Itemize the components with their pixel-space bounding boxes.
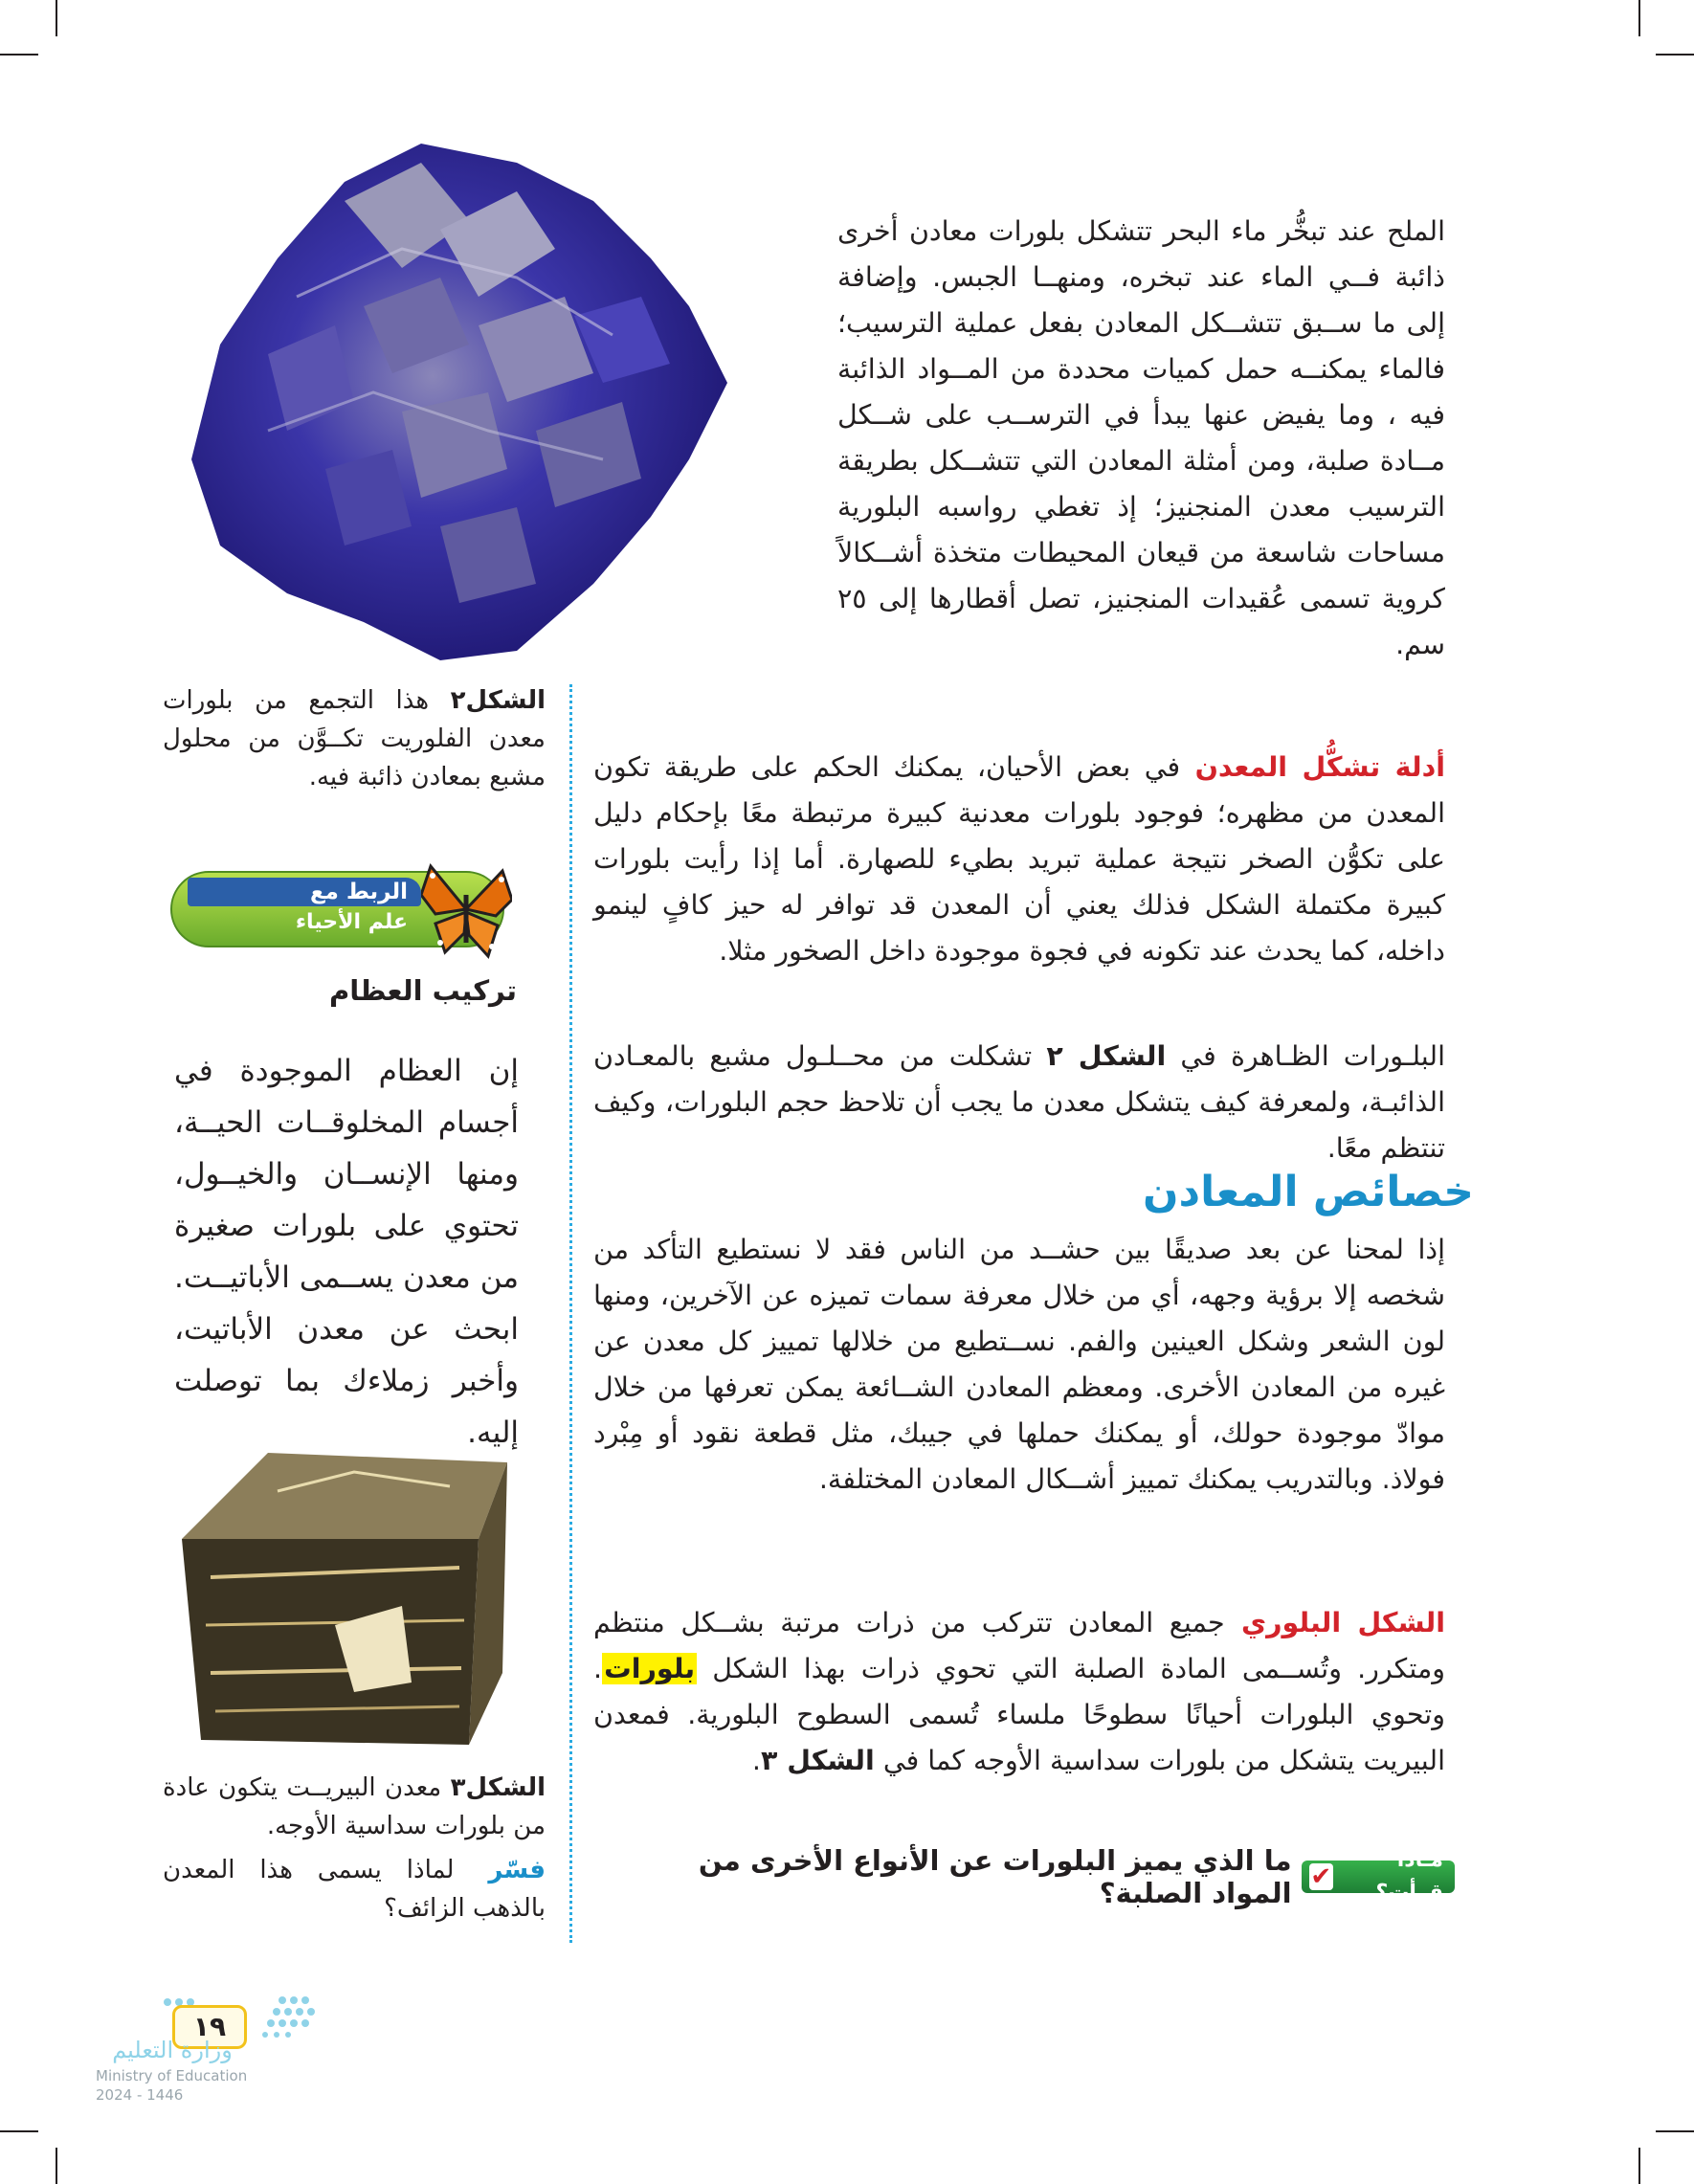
properties-paragraph: إذا لمحنا عن بعد صديقًا بين حشــد من الناس فقد لا نستطيع التأكد من شخصه إلا برؤية وجهه، أي من خلال معرفة سمات تميزه عن الآخرين، ومنها لون الشعر وشكل العينين والفم. نســتطيع من خلالها تمييز كل معدن عن غيره من المعادن الأخرى. ومعظم المعادن الشــائعة يمكن تعرفها من خلال موادّ موجودة حولك، أو يمكنك حملها في جيبك، مثل قطعة نقود أو مِبْرد فولاذ. وبالتدريب يمكنك تمييز أشــكال المعادن المختلفة. [593, 1234, 1445, 1495]
reading-check [613, 1844, 1455, 1909]
figure2-caption: هذا التجمع من بلورات معدن الفلوريت تكــوَّن من محلول مشبع بمعادن ذائبة فيه. [163, 686, 546, 791]
crop-mark [1638, 0, 1640, 36]
reading-check-badge [1302, 1848, 1455, 1905]
figure2-caption-block [163, 681, 546, 796]
crystals-highlight: بلورات [604, 1653, 696, 1684]
crop-mark [56, 0, 57, 36]
intro-paragraph-block [837, 209, 1445, 668]
crop-mark [1656, 54, 1694, 56]
ministry-name-english: Ministry of Education [96, 2067, 248, 2084]
link-badge-line1: الربط مع [188, 878, 421, 906]
crop-mark [56, 2148, 57, 2184]
explain-label: فسّر [488, 1856, 546, 1884]
crystal-form-text2: . وتحوي البلورات أحيانًا سطوحًا ملساء تُسمى السطوح البلورية. فمعدن البيريت يتشكل من بلورات سداسية الأوجه كما في [593, 1653, 1445, 1776]
figure3-caption: معدن البيريــت يتكون عادة من بلورات سداسية الأوجه. [163, 1773, 546, 1840]
checkmark-icon: ✔ [1310, 1862, 1332, 1891]
evidence-term: أدلة تشكُّل المعدن [1194, 751, 1445, 783]
crystals-text-after: تشكلت من محــلـول مشبع بالمعـادن الذائبـة، ولمعرفة كيف يتشكل معدن ما يجب أن تلاحظ حجم البلورات، وكيف تنتظم معًا. [593, 1040, 1445, 1164]
pyrite-cube-image [163, 1434, 526, 1749]
figure3-reference: الشكل ٣ [760, 1745, 875, 1776]
bones-text: إن العظام الموجودة في أجسام المخلوقــات الحيــة، ومنها الإنســان والخيــول، تحتوي على بلورات صغيرة من معدن يســمى الأباتيــت. ابحث عن معدن الأباتيت، وأخبر زملاءك بما توصلت إليه. [174, 1054, 519, 1450]
figure3-caption-block [163, 1769, 546, 1928]
evidence-paragraph-block [593, 745, 1445, 974]
properties-paragraph-block [593, 1227, 1445, 1503]
reading-check-label: مـاذا قرأت؟ [1375, 1848, 1443, 1905]
crop-mark [0, 54, 38, 56]
reading-check-question: ما الذي يميز البلورات عن الأنواع الأخرى من المواد الصلبة؟ [698, 1844, 1292, 1909]
bones-title: تركيب العظام [328, 974, 517, 1007]
bones-title-block [287, 974, 517, 1007]
section-heading [861, 1168, 1474, 1216]
evidence-text: في بعض الأحيان، يمكنك الحكم على طريقة تكون المعدن من مظهره؛ فوجود بلورات معدنية كبيرة مرتبطة معًا بإحكام دليل على تكوُّن الصخر نتيجة عملية تبريد بطيء للصهارة. أما إذا رأيت بلورات كبيرة مكتملة الشكل فذلك يعني أن المعدن قد توافر له حيز كافٍ لينمو داخله، كما يحدث عند تكونه في فجوة موجودة داخل الصخور مثلا. [593, 751, 1445, 967]
section-title: خصائص المعادن [1142, 1168, 1474, 1216]
crystal-form-term: الشكل البلوري [1240, 1607, 1445, 1638]
intro-paragraph: الملح عند تبخُّر ماء البحر تتشكل بلورات معادن أخرى ذائبة فــي الماء عند تبخره، ومنهــا الجبس. وإضافة إلى ما ســبق تتشــكل المعادن بفعل عملية الترسيب؛ فالماء يمكنــه حمل كميات محددة من المــواد الذائبة فيه ، وما يفيض عنها يبدأ في الترســب على شــكل مــادة صلبة، ومن أمثلة المعادن التي تتشــكل بطريقة الترسيب معدن المنجنيز؛ إذ تغطي رواسبه البلورية مساحات شاسعة من قيعان المحيطات متخذة أشــكالاً كروية تسمى عُقيدات المنجنيز، تصل أقطارها إلى ٢٥ سم. [837, 215, 1445, 660]
crop-mark [0, 2130, 38, 2132]
crystal-form-paragraph-block [593, 1600, 1445, 1784]
crystals-paragraph-block [593, 1034, 1445, 1171]
fluorite-crystal-image [153, 144, 861, 670]
page-number: ١٩ [172, 2005, 247, 2049]
ministry-name-arabic: وزارة التعليم [112, 2037, 233, 2063]
crystal-form-end: . [751, 1745, 761, 1776]
figure2-reference: الشكل ٢ [1046, 1040, 1167, 1072]
explain-question: لماذا يسمى هذا المعدن بالذهب الزائف؟ [163, 1856, 546, 1923]
crystals-text-before: البلـورات الظـاهرة في [1180, 1040, 1445, 1072]
crop-mark [1656, 2130, 1694, 2132]
column-divider [569, 684, 572, 1943]
crop-mark [1638, 2148, 1640, 2184]
butterfly-icon [421, 857, 512, 962]
figure3-label: الشكل٣ [450, 1773, 546, 1802]
crystal-form-text1: جميع المعادن تتركب من ذرات مرتبة بشــكل منتظم ومتكرر. وتُســمى المادة الصلبة التي تحوي ذرات بهذا الشكل [593, 1607, 1445, 1684]
bones-text-block [174, 1045, 519, 1459]
academic-year: 2024 - 1446 [96, 2086, 184, 2104]
link-badge-line2: علم الأحياء [295, 910, 408, 934]
figure2-label: الشكل٢ [450, 686, 546, 715]
